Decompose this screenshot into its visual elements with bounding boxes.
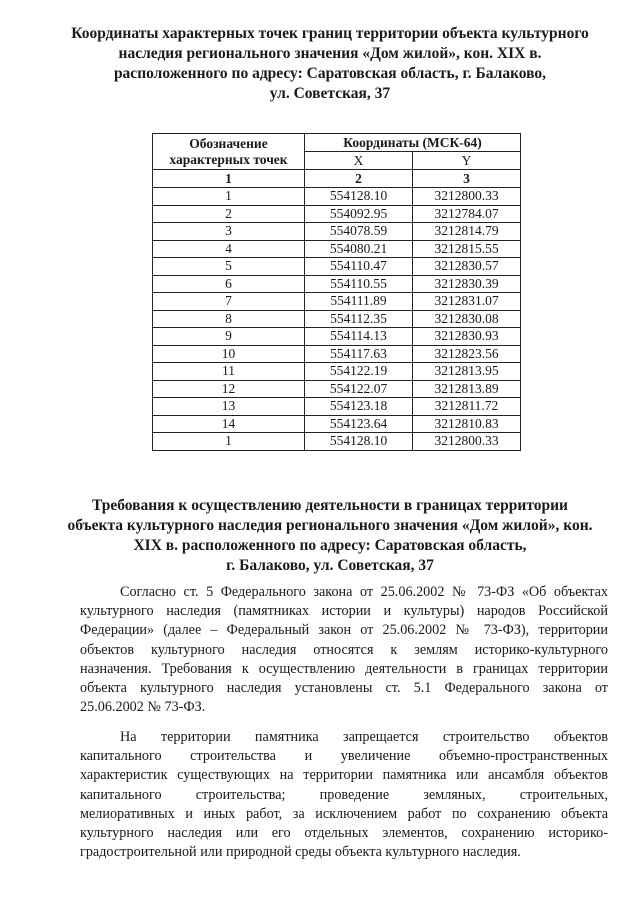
title-line: объекта культурного наследия регионального значения «Дом жилой», кон. (67, 517, 593, 534)
y-coordinate-cell: 3212830.57 (413, 258, 521, 276)
y-coordinate-cell: 3212814.79 (413, 223, 521, 241)
table-row (153, 258, 521, 276)
paragraph-line: культурного наследия или его отдельных элементов, сохранению историко- (80, 825, 608, 842)
x-coordinate-cell: 554112.35 (305, 310, 413, 328)
title-line: XIX в. расположенного по адресу: Саратовская область, (133, 537, 527, 554)
x-coordinate-cell: 554123.18 (305, 398, 413, 416)
x-coordinate-cell: 554117.63 (305, 345, 413, 363)
point-number-cell: 1 (153, 433, 305, 451)
x-coordinate-cell: 554123.64 (305, 415, 413, 433)
y-coordinate-cell: 3212815.55 (413, 240, 521, 258)
x-coordinate-cell: 554111.89 (305, 293, 413, 311)
column-number: 2 (305, 170, 413, 188)
table-row (153, 398, 521, 416)
point-number-cell: 6 (153, 275, 305, 293)
title-line: Координаты характерных точек границ территории объекта культурного (71, 25, 589, 42)
y-coordinate-cell: 3212830.39 (413, 275, 521, 293)
point-designation-header (153, 134, 305, 170)
title-line: наследия регионального значения «Дом жилой», кон. XIX в. (118, 45, 542, 62)
x-header: X (305, 152, 413, 170)
paragraph-line: объектов культурного наследия относятся к землям историко-культурного (80, 641, 608, 658)
paragraph-line: капитального строительства и увеличение объемно-пространственных (80, 748, 608, 765)
paragraph-line: объекта культурного наследия установлены ст. 5.1 Федерального закона от (80, 680, 608, 697)
paragraph-line: мелиоративных и иных работ, за исключением работ по сохранению объекта (80, 805, 608, 822)
table-row (153, 345, 521, 363)
table-row (153, 310, 521, 328)
title-line: расположенного по адресу: Саратовская область, г. Балаково, (113, 65, 547, 82)
x-coordinate-cell: 554114.13 (305, 328, 413, 346)
point-number-cell: 9 (153, 328, 305, 346)
y-coordinate-cell: 3212800.33 (413, 188, 521, 206)
table-row (153, 188, 521, 206)
title-line: Требования к осуществлению деятельности в границах территории (92, 497, 568, 514)
y-coordinate-cell: 3212830.93 (413, 328, 521, 346)
y-coordinate-cell: 3212830.08 (413, 310, 521, 328)
paragraph-line: градостроительной или природной среды объекта культурного наследия. (80, 844, 521, 861)
x-coordinate-cell: 554078.59 (305, 223, 413, 241)
point-number-cell: 8 (153, 310, 305, 328)
y-coordinate-cell: 3212800.33 (413, 433, 521, 451)
point-number-cell: 5 (153, 258, 305, 276)
coordinates-table (152, 133, 521, 451)
y-coordinate-cell: 3212813.95 (413, 363, 521, 381)
paragraph-line: капитального строительства; проведение земляных, строительных, (80, 786, 608, 803)
title-line: г. Балаково, ул. Советская, 37 (226, 557, 434, 574)
point-number-cell: 14 (153, 415, 305, 433)
table-row (153, 293, 521, 311)
law-reference-paragraph (80, 583, 608, 717)
y-coordinate-cell: 3212810.83 (413, 415, 521, 433)
paragraph-line: 25.06.2002 № 73-ФЗ. (80, 699, 206, 716)
point-number-cell: 11 (153, 363, 305, 381)
paragraph-line: Согласно ст. 5 Федерального закона от 25.06.2002 № 73-ФЗ «Об объектах (120, 584, 608, 600)
header-line: Обозначение (189, 135, 268, 151)
x-coordinate-cell: 554110.47 (305, 258, 413, 276)
header-line: характерных точек (169, 151, 288, 167)
paragraph-line: Федерации» (далее – Федеральный закон от 25.06.2002 № 73-ФЗ), территории (80, 622, 608, 639)
column-number: 3 (413, 170, 521, 188)
paragraph-line: На территории памятника запрещается строительство объектов (120, 729, 608, 745)
x-coordinate-cell: 554122.07 (305, 380, 413, 398)
x-coordinate-cell: 554122.19 (305, 363, 413, 381)
table-row (153, 328, 521, 346)
y-header: Y (413, 152, 521, 170)
table-row (153, 380, 521, 398)
point-number-cell: 3 (153, 223, 305, 241)
table-row (153, 240, 521, 258)
table-row (153, 223, 521, 241)
table-row (153, 205, 521, 223)
table-row (153, 275, 521, 293)
prohibitions-paragraph (80, 728, 608, 862)
paragraph-line: характеристик существующих на территории памятника или ансамбля объектов (80, 767, 608, 784)
coordinates-body (153, 188, 521, 451)
point-number-cell: 7 (153, 293, 305, 311)
point-number-cell: 2 (153, 205, 305, 223)
y-coordinate-cell: 3212831.07 (413, 293, 521, 311)
point-number-cell: 1 (153, 188, 305, 206)
y-coordinate-cell: 3212823.56 (413, 345, 521, 363)
point-number-cell: 12 (153, 380, 305, 398)
requirements-title (40, 496, 620, 576)
x-coordinate-cell: 554092.95 (305, 205, 413, 223)
x-coordinate-cell: 554128.10 (305, 188, 413, 206)
table-row (153, 415, 521, 433)
coordinates-header: Координаты (МСК-64) (305, 134, 521, 152)
title-line: ул. Советская, 37 (269, 85, 391, 102)
x-coordinate-cell: 554128.10 (305, 433, 413, 451)
y-coordinate-cell: 3212784.07 (413, 205, 521, 223)
x-coordinate-cell: 554080.21 (305, 240, 413, 258)
point-number-cell: 13 (153, 398, 305, 416)
point-number-cell: 4 (153, 240, 305, 258)
paragraph-line: культурного наследия (памятниках истории и культуры) народов Российской (80, 603, 608, 620)
paragraph-line: назначения. Требования к осуществлению деятельности в границах территории (80, 660, 608, 677)
column-number: 1 (153, 170, 305, 188)
y-coordinate-cell: 3212811.72 (413, 398, 521, 416)
coordinates-title (40, 24, 620, 104)
point-number-cell: 10 (153, 345, 305, 363)
x-coordinate-cell: 554110.55 (305, 275, 413, 293)
table-row (153, 433, 521, 451)
y-coordinate-cell: 3212813.89 (413, 380, 521, 398)
table-row (153, 363, 521, 381)
